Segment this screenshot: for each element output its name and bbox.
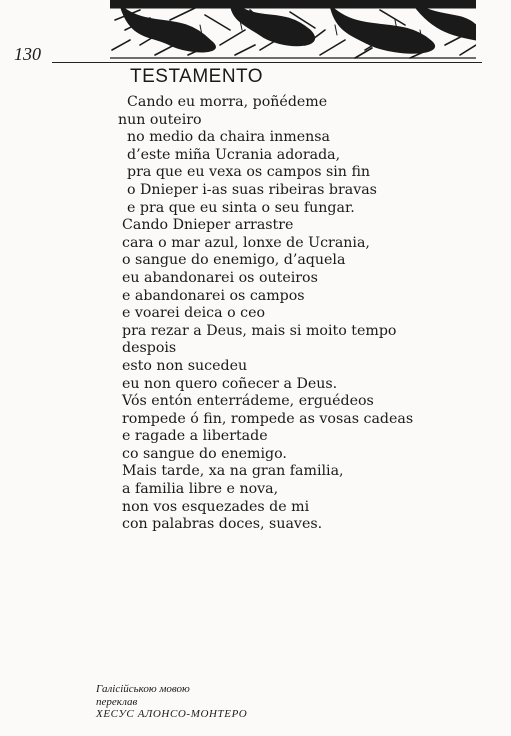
poem-line: eu non quero coñecer a Deus. <box>122 375 338 392</box>
poem-line: eu abandonarei os outeiros <box>122 269 318 286</box>
poem-line: a familia libre e nova, <box>122 481 279 498</box>
poem-line: pra rezar a Deus, mais si moito tempo <box>122 322 397 339</box>
header-rule <box>52 62 482 63</box>
translation-credits <box>96 683 247 721</box>
poem-line: Mais tarde, xa na gran familia, <box>122 463 344 480</box>
poem-line: despois <box>122 340 177 357</box>
poem-line: con palabras doces, suaves. <box>122 516 323 533</box>
translator-name: ХЕСУС АЛОНСО-МОНТЕРО <box>96 708 248 720</box>
pine-branch-ornament-icon <box>110 0 476 62</box>
poem-line: Vós entón enterrádeme, erguédeos <box>122 393 374 410</box>
poem-line: e pra que eu sinta o seu fungar. <box>127 199 355 216</box>
poem-line: d’este miña Ucrania adorada, <box>127 146 341 163</box>
poem-line: nun outeiro <box>118 111 202 128</box>
poem-line: e voarei deica o ceo <box>122 305 266 322</box>
poem-line: no medio da chaira inmensa <box>127 129 330 146</box>
translation-language: Галісійською мовою <box>96 683 190 695</box>
poem-line: cara o mar azul, lonxe de Ucrania, <box>122 234 370 251</box>
page-number: 130 <box>14 44 41 64</box>
poem-line: Cando Dnieper arrastre <box>122 217 294 234</box>
poem-line: rompede ó fin, rompede as vosas cadeas <box>122 410 414 427</box>
poem-line: o sangue do enemigo, d’aquela <box>122 252 346 269</box>
poem-line: esto non sucedeu <box>122 357 248 374</box>
poem-line: e abandonarei os campos <box>122 287 305 304</box>
poem-line: pra que eu vexa os campos sin fin <box>127 164 371 181</box>
poem-line: e ragade a libertade <box>122 428 268 445</box>
poem-line: co sangue do enemigo. <box>122 445 287 462</box>
poem-body <box>118 94 488 534</box>
poem-line: o Dnieper i-as suas ribeiras bravas <box>127 181 377 198</box>
poem-title: TESTAMENTO <box>130 66 264 87</box>
poem-line: Cando eu morra, poñédeme <box>127 94 328 110</box>
poem-line: non vos esquezades de mi <box>122 498 310 515</box>
translated-by-label: переклав <box>96 695 138 708</box>
